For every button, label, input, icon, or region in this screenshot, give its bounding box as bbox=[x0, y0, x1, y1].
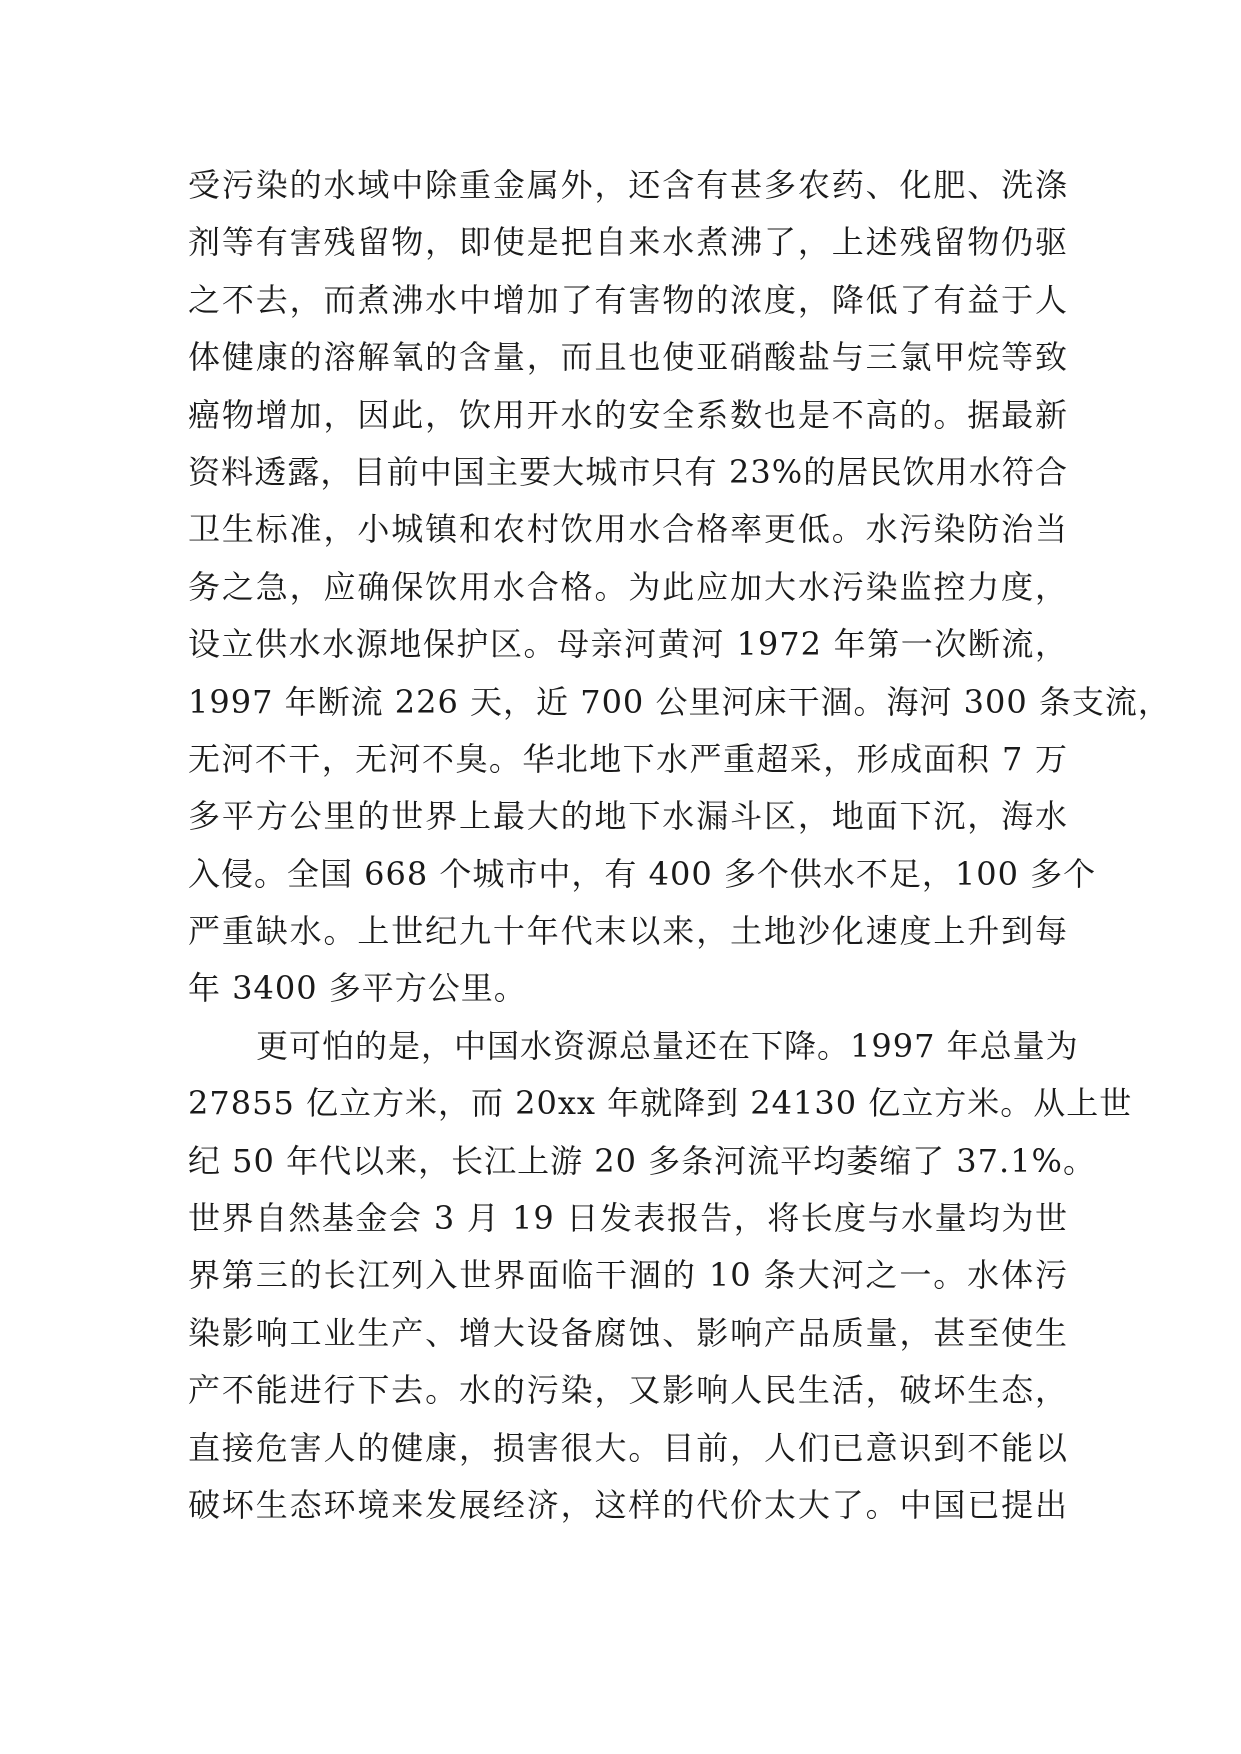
text-line: 务之急，应确保饮用水合格。为此应加大水污染监控力度， bbox=[188, 567, 1068, 606]
text-line: 破坏生态环境来发展经济，这样的代价太大了。中国已提出 bbox=[188, 1485, 1068, 1524]
text-line: 严重缺水。上世纪九十年代末以来，土地沙化速度上升到每 bbox=[188, 912, 1068, 951]
text-line: 入侵。全国 668 个城市中，有 400 多个供水不足，100 多个 bbox=[188, 854, 1097, 893]
text-line: 更可怕的是，中国水资源总量还在下降。1997 年总量为 bbox=[256, 1026, 1079, 1065]
text-line: 体健康的溶解氧的含量，而且也使亚硝酸盐与三氯甲烷等致 bbox=[188, 338, 1068, 377]
text-line: 产不能进行下去。水的污染，又影响人民生活，破坏生态， bbox=[188, 1371, 1068, 1410]
text-line: 癌物增加，因此，饮用开水的安全系数也是不高的。据最新 bbox=[188, 395, 1068, 434]
text-line: 之不去，而煮沸水中增加了有害物的浓度，降低了有益于人 bbox=[188, 280, 1068, 319]
text-line: 世界自然基金会 3 月 19 日发表报告，将长度与水量均为世 bbox=[188, 1199, 1068, 1238]
text-line: 无河不干，无河不臭。华北地下水严重超采，形成面积 7 万 bbox=[188, 739, 1068, 778]
text-line: 多平方公里的世界上最大的地下水漏斗区，地面下沉，海水 bbox=[188, 797, 1068, 836]
text-line: 染影响工业生产、增大设备腐蚀、影响产品质量，甚至使生 bbox=[188, 1313, 1068, 1352]
text-line: 1997 年断流 226 天，近 700 公里河床干涸。海河 300 条支流， bbox=[188, 682, 1171, 721]
text-line: 设立供水水源地保护区。母亲河黄河 1972 年第一次断流， bbox=[188, 625, 1068, 664]
text-line: 27855 亿立方米，而 20xx 年就降到 24130 亿立方米。从上世 bbox=[188, 1084, 1133, 1123]
text-line: 受污染的水域中除重金属外，还含有甚多农药、化肥、洗涤 bbox=[188, 166, 1068, 204]
text-line: 年 3400 多平方公里。 bbox=[188, 969, 527, 1008]
text-line: 资料透露，目前中国主要大城市只有 23%的居民饮用水符合 bbox=[188, 452, 1068, 491]
text-line: 纪 50 年代以来，长江上游 20 多条河流平均萎缩了 37.1%。 bbox=[188, 1141, 1096, 1180]
text-line: 直接危害人的健康，损害很大。目前，人们已意识到不能以 bbox=[188, 1428, 1068, 1467]
text-line: 界第三的长江列入世界面临干涸的 10 条大河之一。水体污 bbox=[188, 1256, 1068, 1295]
body-text bbox=[188, 157, 1171, 1534]
text-line: 卫生标准，小城镇和农村饮用水合格率更低。水污染防治当 bbox=[188, 510, 1068, 549]
text-line: 剂等有害残留物，即使是把自来水煮沸了，上述残留物仍驱 bbox=[188, 223, 1068, 262]
